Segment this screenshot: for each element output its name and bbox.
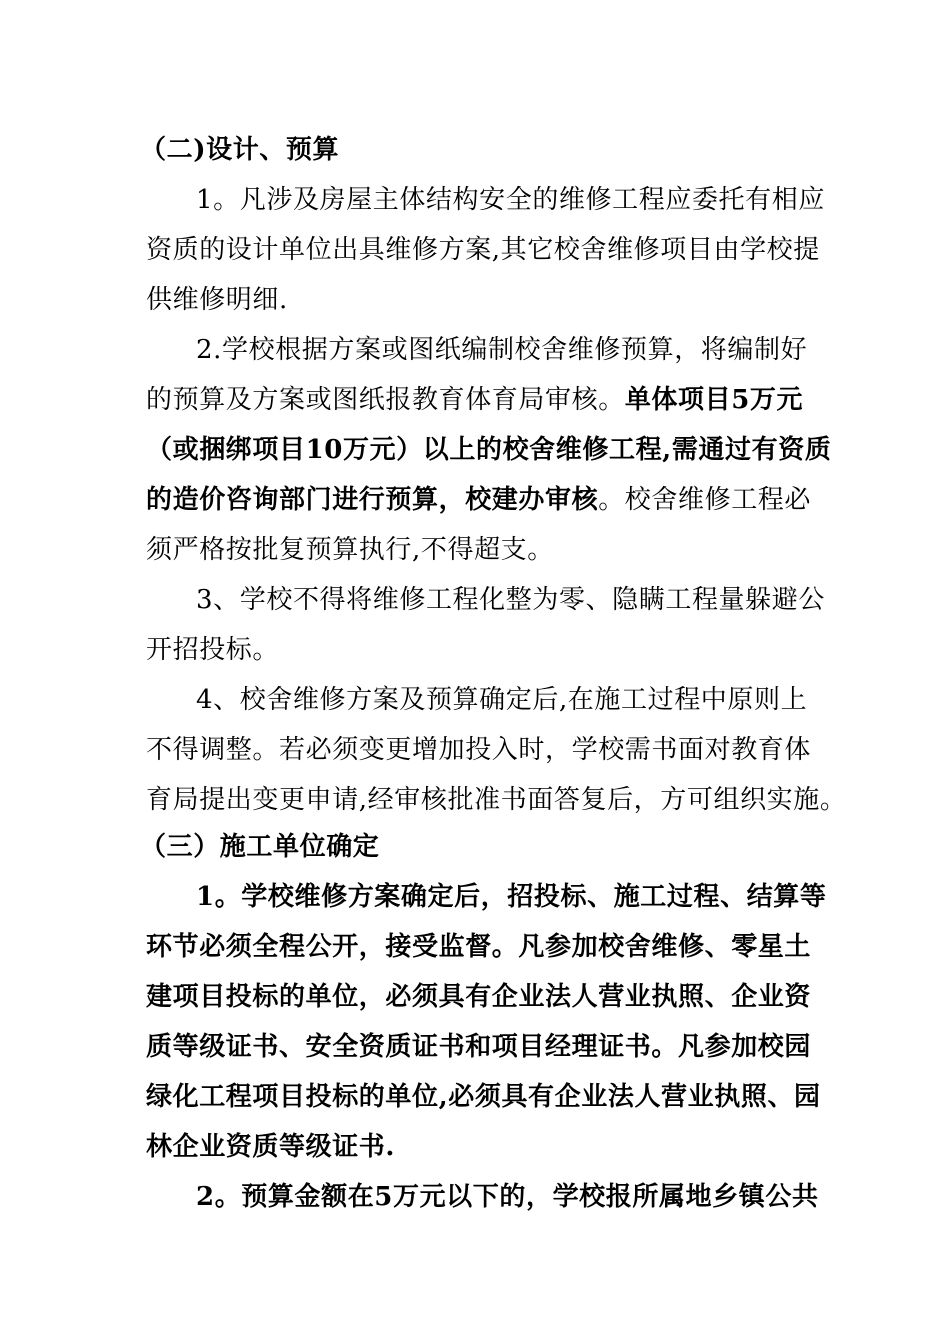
paragraph-line: 2.学校根据方案或图纸编制校舍维修预算，将编制好 bbox=[196, 335, 808, 365]
paragraph-line-bold: 质等级证书、安全资质证书和项目经理证书。凡参加校园 bbox=[146, 1032, 812, 1062]
paragraph-line: 开招投标。 bbox=[146, 635, 280, 665]
paragraph-line: 须严格按批复预算执行,不得超支。 bbox=[146, 535, 554, 565]
paragraph-line: 供维修明细. bbox=[146, 285, 288, 315]
paragraph-line-bold: 1。学校维修方案确定后，招投标、施工过程、结算等 bbox=[196, 882, 827, 912]
text-bold: 单体项目5万元 bbox=[624, 385, 804, 415]
section-heading-contractor: （三）施工单位确定 bbox=[140, 832, 380, 862]
paragraph-line: 育局提出变更申请,经审核批准书面答复后，方可组织实施。 bbox=[146, 785, 847, 815]
paragraph-line-bold: 绿化工程项目投标的单位,必须具有企业法人营业执照、园 bbox=[146, 1082, 821, 1112]
text-normal: 。校舍维修工程必 bbox=[598, 485, 812, 515]
paragraph-line-bold: 建项目投标的单位，必须具有企业法人营业执照、企业资 bbox=[146, 982, 812, 1012]
section-heading-design-budget: （二)设计、预算 bbox=[140, 135, 340, 165]
paragraph-line-bold: 环节必须全程公开，接受监督。凡参加校舍维修、零星土 bbox=[146, 932, 812, 962]
paragraph-line: 不得调整。若必须变更增加投入时，学校需书面对教育体 bbox=[146, 735, 812, 765]
paragraph-line: 1。凡涉及房屋主体结构安全的维修工程应委托有相应 bbox=[196, 185, 825, 215]
paragraph-line-mixed bbox=[146, 483, 811, 517]
paragraph-line-bold: 林企业资质等级证书. bbox=[146, 1132, 396, 1162]
paragraph-line-bold: （或捆绑项目10万元）以上的校舍维修工程,需通过有资质 bbox=[146, 435, 832, 465]
text-normal: 的预算及方案或图纸报教育体育局审核。 bbox=[146, 385, 625, 415]
text-bold: 的造价咨询部门进行预算，校建办审核 bbox=[146, 485, 599, 515]
paragraph-line: 3、学校不得将维修工程化整为零、隐瞒工程量躲避公 bbox=[196, 585, 825, 615]
paragraph-line: 资质的设计单位出具维修方案,其它校舍维修项目由学校提 bbox=[146, 235, 820, 265]
paragraph-line-bold: 2。预算金额在5万元以下的，学校报所属地乡镇公共 bbox=[196, 1182, 819, 1212]
paragraph-line-mixed bbox=[146, 383, 803, 417]
paragraph-line: 4、校舍维修方案及预算确定后,在施工过程中原则上 bbox=[196, 685, 808, 715]
